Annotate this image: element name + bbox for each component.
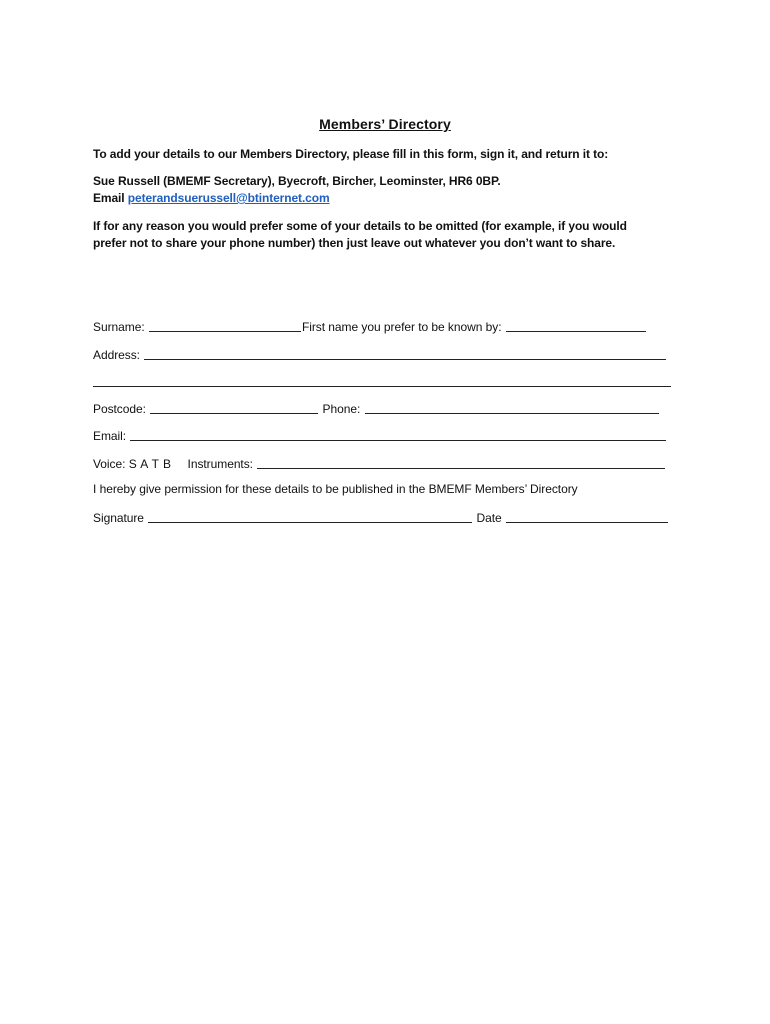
signature-row xyxy=(93,509,678,525)
email-field[interactable] xyxy=(130,428,666,441)
address-field-line-1[interactable] xyxy=(144,347,666,360)
address-row-2 xyxy=(93,373,678,389)
date-field[interactable] xyxy=(506,510,668,523)
signature-label: Signature xyxy=(93,511,144,525)
date-label: Date xyxy=(476,511,502,525)
address-label: Address: xyxy=(93,348,140,362)
first-name-label: First name you prefer to be known by: xyxy=(301,320,502,334)
page-title: Members’ Directory xyxy=(319,116,451,132)
email-row xyxy=(93,427,678,443)
omission-note-line-1: If for any reason you would prefer some of your details to be omitted (for example, if you would xyxy=(93,219,627,233)
first-name-field[interactable] xyxy=(506,319,646,332)
voice-row xyxy=(93,455,678,471)
address-field-line-2[interactable] xyxy=(93,374,671,387)
surname-field[interactable] xyxy=(149,319,301,332)
email-line xyxy=(93,191,330,205)
postcode-phone-row xyxy=(93,400,678,416)
phone-field[interactable] xyxy=(365,401,659,414)
surname-row xyxy=(93,318,678,334)
instruments-label: Instruments: xyxy=(187,457,253,471)
voice-label: Voice: xyxy=(93,457,126,471)
surname-label: Surname: xyxy=(93,320,145,334)
intro-text: To add your details to our Members Directory, please fill in this form, sign it, and return it to: xyxy=(93,147,609,161)
postcode-field[interactable] xyxy=(150,401,318,414)
instruments-field[interactable] xyxy=(257,456,665,469)
permission-row: I hereby give permission for these details to be published in the BMEMF Members’ Directory xyxy=(93,482,578,496)
omission-note-line-2: prefer not to share your phone number) then just leave out whatever you don’t want to share. xyxy=(93,236,616,250)
signature-field[interactable] xyxy=(148,510,472,523)
email-field-label: Email: xyxy=(93,429,127,443)
address-row xyxy=(93,346,678,362)
postcode-label: Postcode: xyxy=(93,402,146,416)
voice-options[interactable]: S A T B xyxy=(128,457,171,471)
phone-label: Phone: xyxy=(322,402,361,416)
email-label: Email xyxy=(93,191,125,205)
email-link[interactable]: peterandsuerussell@btinternet.com xyxy=(127,191,330,205)
return-address: Sue Russell (BMEMF Secretary), Byecroft, Bircher, Leominster, HR6 0BP. xyxy=(93,174,501,188)
